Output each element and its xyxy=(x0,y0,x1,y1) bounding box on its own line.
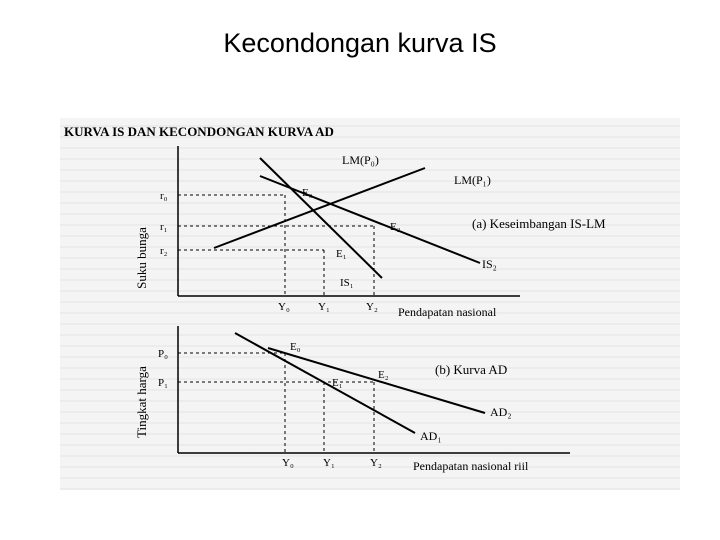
tick-y2-top: Y₂ xyxy=(366,301,378,313)
top-x-label: Pendapatan nasional xyxy=(398,305,497,319)
lm0-label: LM(P₀) xyxy=(342,153,379,167)
is2-label: IS₂ xyxy=(482,257,497,271)
is1-label: IS₁ xyxy=(340,277,354,289)
tick-p0: P₀ xyxy=(158,348,168,360)
point-e0-bottom: E₀ xyxy=(290,341,301,353)
tick-r0: r₀ xyxy=(160,190,168,202)
ad2-curve xyxy=(268,348,485,413)
point-e1: E₁ xyxy=(336,248,347,260)
point-e2: E₂ xyxy=(390,221,401,233)
tick-r2: r₂ xyxy=(160,245,168,257)
slide-title: Kecondongan kurva IS xyxy=(223,28,497,58)
top-y-label: Suku bunga xyxy=(134,227,149,289)
tick-y0-top: Y₀ xyxy=(278,301,290,313)
ad1-label: AD₁ xyxy=(420,429,442,443)
tick-r1: r₁ xyxy=(160,221,168,233)
top-panel xyxy=(134,146,606,319)
economics-diagram xyxy=(60,118,680,490)
tick-y1-top: Y₁ xyxy=(318,301,330,313)
tick-y2-bottom: Y₂ xyxy=(370,457,382,469)
point-e1-bottom: E₁ xyxy=(332,377,343,389)
tick-y1-bottom: Y₁ xyxy=(323,457,335,469)
figure-heading: KURVA IS DAN KECONDONGAN KURVA AD xyxy=(64,124,334,139)
bottom-y-label: Tingkat harga xyxy=(134,366,149,438)
bottom-panel xyxy=(134,326,570,473)
lm1-label: LM(P₁) xyxy=(454,173,491,187)
point-e2-bottom: E₂ xyxy=(378,369,389,381)
scanned-figure xyxy=(60,118,680,490)
bottom-x-label: Pendapatan nasional riil xyxy=(413,459,529,473)
lm1-curve xyxy=(214,168,425,248)
bottom-caption: (b) Kurva AD xyxy=(435,362,508,377)
point-e0: E₀ xyxy=(302,187,313,199)
tick-y0-bottom: Y₀ xyxy=(282,457,294,469)
ad2-label: AD₂ xyxy=(490,405,512,419)
tick-p1: P₁ xyxy=(158,377,168,389)
top-caption: (a) Keseimbangan IS-LM xyxy=(472,216,606,231)
